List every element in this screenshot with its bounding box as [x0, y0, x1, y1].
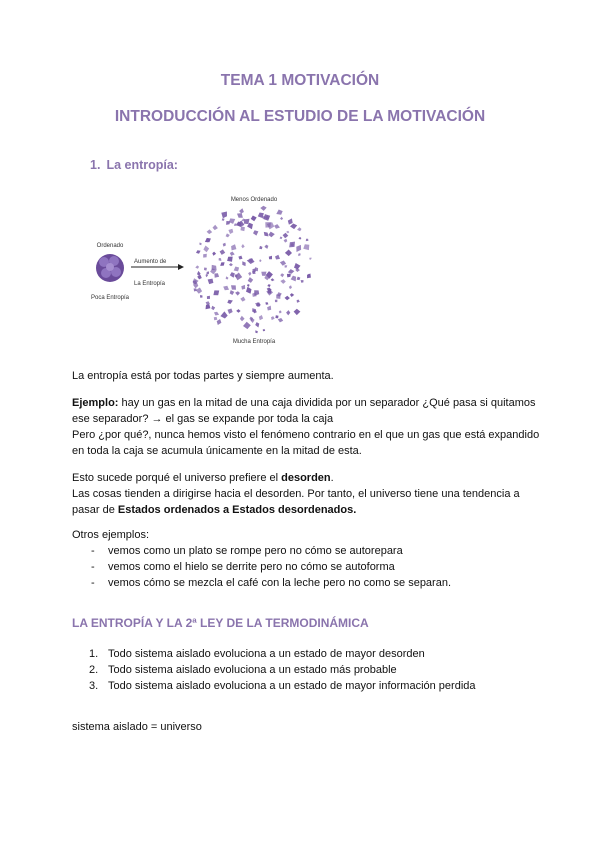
list-item: - vemos como el hielo se derrite pero no cómo se autoforma: [72, 559, 542, 575]
molecule-particle: [294, 263, 301, 270]
other-examples-intro: Otros ejemplos:: [72, 529, 150, 541]
molecule-particle: [280, 279, 286, 284]
molecule-particle: [235, 291, 240, 295]
list-item: - vemos cómo se mezcla el café con la leche pero no como se separan.: [72, 575, 542, 591]
molecule-particle: [195, 265, 199, 268]
molecule-particle: [255, 330, 257, 333]
molecule-particle: [235, 273, 242, 281]
molecule-particle: [220, 262, 224, 266]
paragraph-disorder: [72, 470, 542, 518]
molecule-particle: [290, 293, 294, 297]
molecule-particle: [253, 230, 258, 235]
molecule-particle: [288, 218, 293, 224]
laws-list: [72, 646, 542, 694]
molecule-particle: [297, 300, 300, 303]
molecule-particle: [271, 316, 275, 320]
molecule-particle: [227, 300, 233, 304]
molecule-particle: [230, 272, 235, 278]
molecule-particle: [231, 285, 236, 290]
arrow-head: [178, 264, 184, 270]
ordered-molecule-cluster: [96, 254, 124, 282]
molecule-particle: [214, 273, 219, 278]
molecule-particle: [267, 306, 271, 311]
molecule-particle: [238, 256, 242, 260]
molecule-particle: [203, 254, 207, 258]
label-arrow-top: Aumento de: [134, 259, 167, 265]
molecule-particle: [239, 208, 244, 213]
section-number: 1.: [90, 158, 101, 172]
molecule-particle: [203, 246, 209, 253]
label-high-entropy: Mucha Entropía: [232, 339, 276, 345]
molecule-particle: [260, 206, 266, 211]
molecule-particle: [267, 284, 270, 287]
example-text: hay un gas en la mitad de una caja dividida por un separador ¿Qué pasa si quitamos ese separador? → el gas se expande por toda la caja: [72, 397, 536, 425]
molecule-particle: [214, 317, 218, 320]
molecule-particle: [221, 212, 227, 219]
molecule-particle: [289, 285, 292, 289]
molecule-particle: [263, 329, 266, 332]
molecule-particle: [241, 244, 244, 248]
paragraph-entropy-everywhere: La entropía está por todas partes y siempre aumenta.: [72, 370, 334, 382]
molecule-particle: [243, 322, 251, 329]
molecule-particle: [290, 224, 297, 230]
molecule-particle: [208, 279, 214, 285]
molecule-particle: [275, 255, 280, 260]
molecule-particle: [241, 285, 245, 290]
molecule-particle: [285, 250, 292, 257]
molecule-particle: [213, 290, 219, 295]
label-arrow-bottom: La Entropía: [134, 281, 166, 287]
disorder-text-2: Las cosas tienden a dirigirse hacia el desorden. Por tanto, el universo tiene una tendencia a pasar de: [72, 488, 520, 516]
molecule-particle: [283, 233, 289, 239]
molecule-particle: [200, 295, 202, 298]
molecule-particle: [229, 263, 233, 266]
molecule-particle: [274, 224, 280, 229]
molecule-particle: [291, 276, 296, 282]
molecule-particle: [230, 290, 235, 295]
molecule-particle: [207, 296, 210, 299]
label-low-entropy: Poca Entropía: [90, 295, 130, 301]
molecule-particle: [219, 258, 222, 261]
list-item: [72, 662, 542, 678]
label-less-ordered: Menos Ordenado: [230, 197, 278, 203]
molecule-particle: [241, 226, 245, 231]
molecule-particle: [220, 249, 226, 255]
states-bold: Estados ordenados a Estados desordenados.: [117, 504, 357, 516]
molecule-particle: [223, 243, 226, 247]
document-title: TEMA 1 MOTIVACIÓN: [220, 72, 380, 89]
molecule-particle: [206, 304, 211, 309]
list-text: Todo sistema aislado evoluciona a un estado de mayor desorden: [108, 648, 425, 660]
molecule-particle: [199, 243, 201, 246]
molecule-particle: [248, 277, 254, 283]
disorder-bold: desorden: [281, 472, 331, 484]
molecule-particle: [240, 316, 245, 321]
examples-list: [72, 543, 542, 591]
molecule-particle: [229, 218, 235, 224]
molecule-particle: [206, 271, 209, 274]
molecule-particle: [234, 224, 237, 226]
molecule-particle: [236, 309, 240, 313]
molecule-particle: [230, 252, 235, 256]
molecule-particle: [279, 310, 282, 313]
molecule-particle: [264, 214, 271, 221]
molecule-particle: [280, 217, 283, 220]
list-number: 3.: [89, 680, 99, 692]
entropy-figure: [86, 190, 336, 350]
molecule-particle: [222, 218, 225, 221]
molecule-particle: [217, 319, 222, 325]
list-item: [72, 646, 542, 662]
label-ordered: Ordenado: [96, 243, 124, 249]
molecule-particle: [289, 242, 295, 248]
molecule-particle: [261, 272, 266, 276]
molecule-particle: [264, 232, 269, 237]
paragraph-example: [72, 395, 542, 459]
list-item: [72, 678, 542, 694]
molecule-particle: [297, 227, 301, 231]
molecule-particle: [268, 232, 274, 238]
molecule-particle: [206, 301, 210, 305]
molecule-particle: [212, 265, 217, 270]
molecule-particle: [266, 290, 273, 296]
molecule-particle: [280, 261, 286, 266]
molecule-particle: [276, 210, 282, 215]
example-label: Ejemplo:: [72, 397, 119, 409]
molecule-particle: [288, 269, 295, 274]
molecule-particle: [259, 246, 262, 249]
molecule-particle: [271, 278, 275, 281]
molecule-particle: [265, 222, 271, 228]
molecule-particle: [303, 244, 309, 250]
section-heading-thermodynamics: LA ENTROPÍA Y LA 2ª LEY DE LA TERMODINÁMICA: [72, 616, 369, 630]
molecule-particle: [197, 275, 202, 280]
molecule-particle: [228, 229, 233, 234]
molecule-particle: [213, 225, 218, 230]
section-title: La entropía:: [106, 158, 178, 172]
molecule-particle: [234, 267, 239, 272]
molecule-particle: [298, 253, 300, 256]
molecule-particle: [294, 309, 301, 315]
molecule-particle: [285, 296, 290, 301]
molecule-particle: [206, 274, 209, 278]
molecule-particle: [193, 280, 197, 284]
molecule-particle: [231, 244, 236, 250]
molecule-particle: [248, 272, 251, 276]
section-heading-entropy: [90, 158, 178, 172]
molecule-particle: [246, 287, 252, 294]
molecule-particle: [247, 284, 250, 287]
molecule-particle: [275, 315, 278, 318]
molecule-particle: [253, 310, 257, 314]
molecule-particle: [254, 290, 259, 296]
document-subtitle: INTRODUCCIÓN AL ESTUDIO DE LA MOTIVACIÓN: [114, 108, 486, 125]
molecule-particle: [237, 213, 243, 218]
molecule-particle: [214, 312, 219, 316]
molecule-particle: [265, 302, 268, 305]
molecule-particle: [220, 311, 227, 318]
molecule-particle: [207, 229, 213, 234]
molecule-particle: [196, 250, 201, 254]
molecule-particle: [254, 267, 258, 271]
molecule-particle: [240, 297, 245, 302]
molecule-particle: [298, 237, 301, 240]
other-examples: [72, 527, 542, 591]
list-text: Todo sistema aislado evoluciona a un estado más probable: [108, 664, 397, 676]
molecule-particle: [259, 259, 262, 262]
list-number: 1.: [89, 648, 99, 660]
molecule-particle: [306, 239, 309, 241]
molecule-particle: [301, 280, 304, 283]
molecule-particle: [259, 315, 263, 320]
disorder-end: .: [330, 472, 334, 484]
molecule-particle: [255, 322, 259, 327]
molecule-particle: [242, 261, 245, 266]
molecule-particle: [194, 289, 197, 292]
molecule-particle: [228, 309, 233, 314]
footnote-isolated-system: sistema aislado = universo: [72, 721, 202, 733]
molecule-particle: [280, 273, 284, 277]
molecule-particle: [227, 257, 233, 262]
molecule-particle: [226, 233, 230, 237]
disorder-text: Esto sucede porqué el universo prefiere el: [72, 472, 282, 484]
molecule-particle: [212, 252, 216, 256]
molecule-particle: [296, 245, 301, 252]
disordered-molecule-cloud: [193, 206, 312, 334]
molecule-particle: [211, 306, 215, 310]
molecule-particle: [286, 310, 290, 315]
list-item: - vemos como un plato se rompe pero no cómo se autorepara: [72, 543, 542, 559]
molecule-particle: [278, 318, 283, 322]
list-text: Todo sistema aislado evoluciona a un estado de mayor información perdida: [108, 680, 476, 692]
molecule-particle: [284, 239, 288, 243]
list-number: 2.: [89, 664, 99, 676]
molecule-particle: [297, 277, 301, 281]
molecule-particle: [269, 256, 272, 259]
molecule-particle: [223, 286, 229, 291]
molecule-particle: [204, 268, 207, 271]
molecule-particle: [244, 219, 250, 224]
molecule-particle: [309, 258, 312, 260]
molecule-particle: [251, 216, 257, 222]
molecule-particle: [226, 221, 230, 225]
molecule-particle: [280, 237, 283, 240]
entropy-illustration: [86, 190, 336, 350]
molecule-particle: [286, 231, 289, 234]
molecule-particle: [285, 265, 288, 267]
example-text-2: Pero ¿por qué?, nunca hemos visto el fenómeno contrario en el que un gas que está expandido en toda la caja se acumula únicamente en la mitad de esta.: [72, 429, 540, 457]
molecule-particle: [226, 276, 229, 279]
molecule-particle: [275, 300, 278, 303]
molecule-particle: [264, 245, 268, 249]
